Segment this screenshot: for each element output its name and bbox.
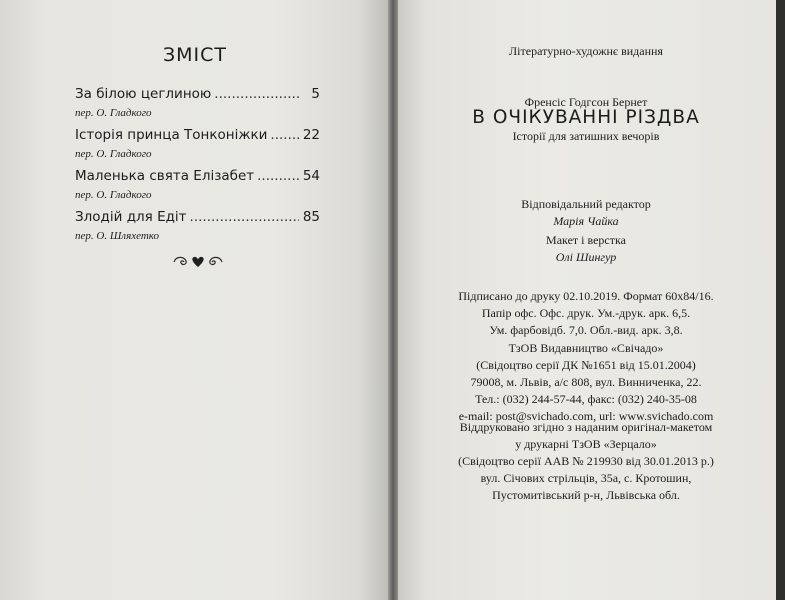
publisher-line: ТзОВ Видавництво «Свічадо» [508, 341, 664, 355]
printer-info [396, 419, 776, 504]
toc-entry-page: 54 [302, 168, 320, 184]
page-edge-shadow [776, 0, 785, 600]
toc-entry-translator: пер. О. Гладкого [75, 107, 152, 119]
toc-leader-dots [270, 127, 299, 143]
toc-entry-title: Маленька свята Елізабет [75, 168, 255, 184]
printer-line: Пустомитівський р-н, Львівська обл. [492, 488, 680, 502]
toc-list [75, 86, 320, 250]
print-info-line: Папір офс. Офс. друк. Ум.-друк. арк. 6,5. [481, 306, 691, 320]
print-info-line: Ум. фарбовідб. 7,0. Обл.-вид. арк. 3,8. [489, 323, 683, 337]
toc-entry-translator: пер. О. Гладкого [75, 189, 152, 201]
toc-leader-dots [214, 86, 299, 102]
publisher-line: e-mail: post@svichado.com, url: www.svichado.com [458, 409, 714, 423]
printer-line: Віддруковано згідно з наданим оригінал-макетом [459, 420, 713, 434]
toc-entry-title: За білою цеглиною [75, 86, 212, 102]
publisher-info [396, 340, 776, 425]
credit-role: Макет і верстка [546, 233, 626, 247]
toc-entry [75, 168, 320, 201]
toc-title: ЗМІСТ [162, 44, 228, 66]
book-title: В ОЧІКУВАННІ РІЗДВА [472, 107, 700, 128]
toc-entry-translator: пер. О. Гладкого [75, 148, 152, 160]
layout-credit [396, 232, 776, 266]
series-label: Літературно-художнє видання [509, 44, 663, 58]
publisher-line: Тел.: (032) 244-57-44, факс: (032) 240-35-08 [475, 392, 697, 406]
author-name: Френсіс Годгсон Бернет [524, 95, 648, 109]
publisher-line: 79008, м. Львів, а/с 808, вул. Винниченка, 22. [470, 375, 702, 389]
toc-entry-translator: пер. О. Шляхетко [75, 230, 159, 242]
credit-name: Марія Чайка [553, 214, 619, 228]
book-subtitle: Історії для затишних вечорів [512, 129, 660, 143]
toc-entry-title: Історія принца Тонконіжки [75, 127, 268, 143]
toc-entry [75, 127, 320, 160]
toc-entry [75, 209, 320, 242]
printer-line: (Свідоцтво серії ААВ № 219930 від 30.01.2013 р.) [458, 454, 714, 468]
print-info-line: Підписано до друку 02.10.2019. Формат 60x84/16. [458, 289, 714, 303]
printer-line: вул. Січових стрільців, 35а, с. Кротошин, [480, 471, 692, 485]
toc-entry [75, 86, 320, 119]
toc-leader-dots [190, 209, 299, 225]
toc-entry-page: 22 [302, 127, 320, 143]
heart-ornament-icon [170, 252, 226, 270]
credit-name: Олі Шингур [555, 250, 617, 264]
print-info [396, 288, 776, 339]
editor-credit [396, 196, 776, 230]
credit-role: Відповідальний редактор [521, 197, 651, 211]
publisher-line: (Свідоцтво серії ДК №1651 від 15.01.2004) [476, 358, 696, 372]
toc-entry-title: Злодій для Едіт [75, 209, 187, 225]
printer-line: у друкарні ТзОВ «Зерцало» [515, 437, 657, 451]
toc-entry-page: 85 [302, 209, 320, 225]
toc-entry-page: 5 [311, 86, 320, 102]
toc-leader-dots [257, 168, 299, 184]
